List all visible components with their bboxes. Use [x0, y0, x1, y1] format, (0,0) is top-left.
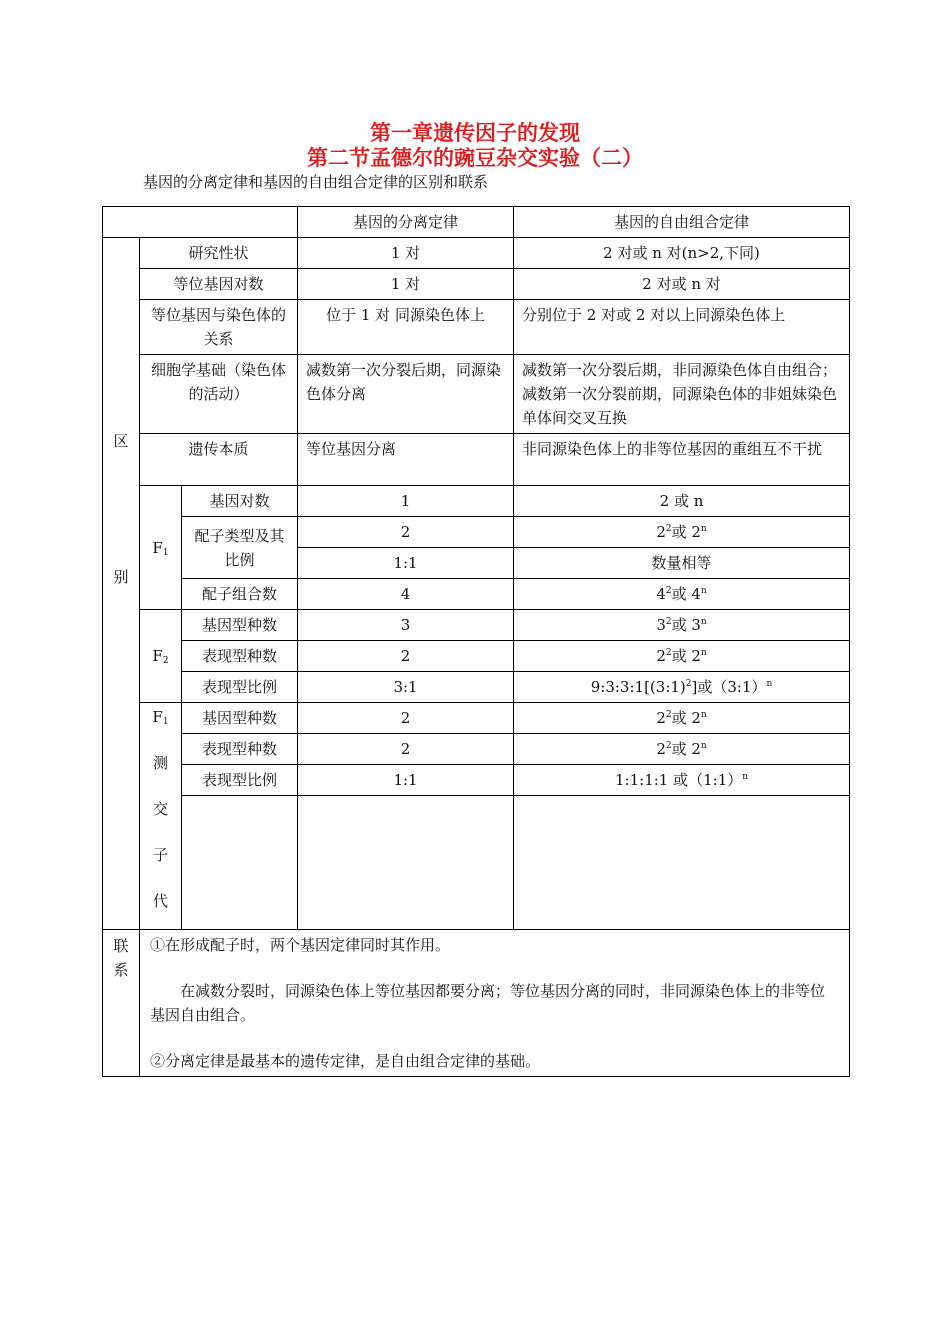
empty-cell: [298, 796, 514, 930]
independent-value: 数量相等: [514, 548, 850, 579]
relation-detail: 在减数分裂时，同源染色体上等位基因都要分离；等位基因分离的同时，非同源染色体上的非等位基因自由组合。: [150, 982, 826, 1024]
separation-value: 4: [298, 579, 514, 610]
section-title: 第二节孟德尔的豌豆杂交实验（二）: [307, 145, 643, 170]
row-f2-phenotypes: [103, 641, 850, 672]
separation-value: 1 对: [298, 269, 514, 300]
difference-char-1: 区: [113, 431, 129, 450]
separation-value: 减数第一次分裂后期，同源染色体分离: [298, 355, 514, 434]
f1-group-label: $F_1$: [140, 486, 182, 610]
separation-value: 3: [298, 610, 514, 641]
empty-cell: [182, 796, 298, 930]
row-research-trait: [103, 238, 850, 269]
independent-value: 减数第一次分裂后期，非同源染色体自由组合；减数第一次分裂前期，同源染色体的非姐妹染色单体间交叉互换: [514, 355, 850, 434]
row-label: 配子组合数: [182, 579, 298, 610]
row-label: 等位基因对数: [140, 269, 298, 300]
row-allele-chromosome: [103, 300, 850, 355]
row-label: 研究性状: [140, 238, 298, 269]
independent-value: $2^2$或 2$^n$: [514, 517, 850, 548]
row-cytology: [103, 355, 850, 434]
separation-value: 1:1: [298, 765, 514, 796]
row-testcross-ratio: [103, 765, 850, 796]
separation-value: 2: [298, 703, 514, 734]
separation-value: 3:1: [298, 672, 514, 703]
row-label: 遗传本质: [140, 434, 298, 486]
row-testcross-blank: [103, 796, 850, 930]
relation-point-2: ②分离定律是最基本的遗传定律，是自由组合定律的基础。: [150, 1052, 541, 1070]
independent-value: 2 对或 n 对: [514, 269, 850, 300]
row-f1-gamete-types: [103, 517, 850, 548]
row-label: 配子类型及其比例: [182, 517, 298, 579]
independent-value: $2^2$或 2$^n$: [514, 641, 850, 672]
difference-char-2: 别: [113, 567, 129, 586]
difference-label: [103, 238, 140, 930]
independent-value: 1:1:1:1 或（1:1）$^n$: [514, 765, 850, 796]
independent-value: $3^2$或 3$^n$: [514, 610, 850, 641]
separation-value: 1: [298, 486, 514, 517]
row-label: 基因型种数: [182, 610, 298, 641]
separation-value: 等位基因分离: [298, 434, 514, 486]
row-label: 细胞学基础（染色体的活动）: [140, 355, 298, 434]
header-corner-cell: [103, 207, 298, 238]
independent-value: 9:3:3:1[(3:1)$^2$]或（3:1）$^n$: [514, 672, 850, 703]
separation-value: 1 对: [298, 238, 514, 269]
row-label: 表现型比例: [182, 765, 298, 796]
independent-value: $4^2$或 4$^n$: [514, 579, 850, 610]
testcross-char: 子: [152, 846, 168, 864]
chapter-title: 第一章遗传因子的发现: [370, 120, 580, 145]
row-label: 表现型种数: [182, 734, 298, 765]
separation-value: 2: [298, 517, 514, 548]
row-genetic-essence: [103, 434, 850, 486]
independent-value: $2^2$或 2$^n$: [514, 703, 850, 734]
row-f1-combos: [103, 579, 850, 610]
testcross-char: 交: [152, 800, 168, 818]
comparison-table: [102, 206, 850, 1077]
relation-point-1: ①在形成配子时，两个基因定律同时其作用。: [150, 936, 451, 954]
row-f1-gene-pairs: [103, 486, 850, 517]
independent-value: 分别位于 2 对或 2 对以上同源染色体上: [514, 300, 850, 355]
row-label: 基因型种数: [182, 703, 298, 734]
header-row: [103, 207, 850, 238]
row-relation: [103, 930, 850, 1077]
separation-value: 2: [298, 641, 514, 672]
testcross-char: 代: [152, 892, 168, 910]
testcross-char: 测: [152, 754, 168, 772]
separation-value: 2: [298, 734, 514, 765]
row-label: 表现型比例: [182, 672, 298, 703]
row-f2-ratio: [103, 672, 850, 703]
independent-value: 2 或 n: [514, 486, 850, 517]
row-testcross-phenotypes: [103, 734, 850, 765]
header-separation-law: 基因的分离定律: [298, 207, 514, 238]
table-caption: 基因的分离定律和基因的自由组合定律的区别和联系: [143, 173, 489, 191]
row-allele-pairs: [103, 269, 850, 300]
f2-group-label: $F_2$: [140, 610, 182, 703]
relation-content: [140, 930, 850, 1077]
testcross-group-label: $F_1$ 测 交 子 代: [140, 703, 182, 930]
independent-value: $2^2$或 2$^n$: [514, 734, 850, 765]
row-testcross-genotypes: [103, 703, 850, 734]
separation-value: 位于 1 对 同源染色体上: [298, 300, 514, 355]
row-f2-genotypes: [103, 610, 850, 641]
row-label: 基因对数: [182, 486, 298, 517]
relation-label: 联 系: [103, 930, 140, 1077]
header-independent-law: 基因的自由组合定律: [514, 207, 850, 238]
row-label: 等位基因与染色体的关系: [140, 300, 298, 355]
empty-cell: [514, 796, 850, 930]
independent-value: 2 对或 n 对(n>2,下同): [514, 238, 850, 269]
row-label: 表现型种数: [182, 641, 298, 672]
independent-value: 非同源染色体上的非等位基因的重组互不干扰: [514, 434, 850, 486]
separation-value: 1:1: [298, 548, 514, 579]
